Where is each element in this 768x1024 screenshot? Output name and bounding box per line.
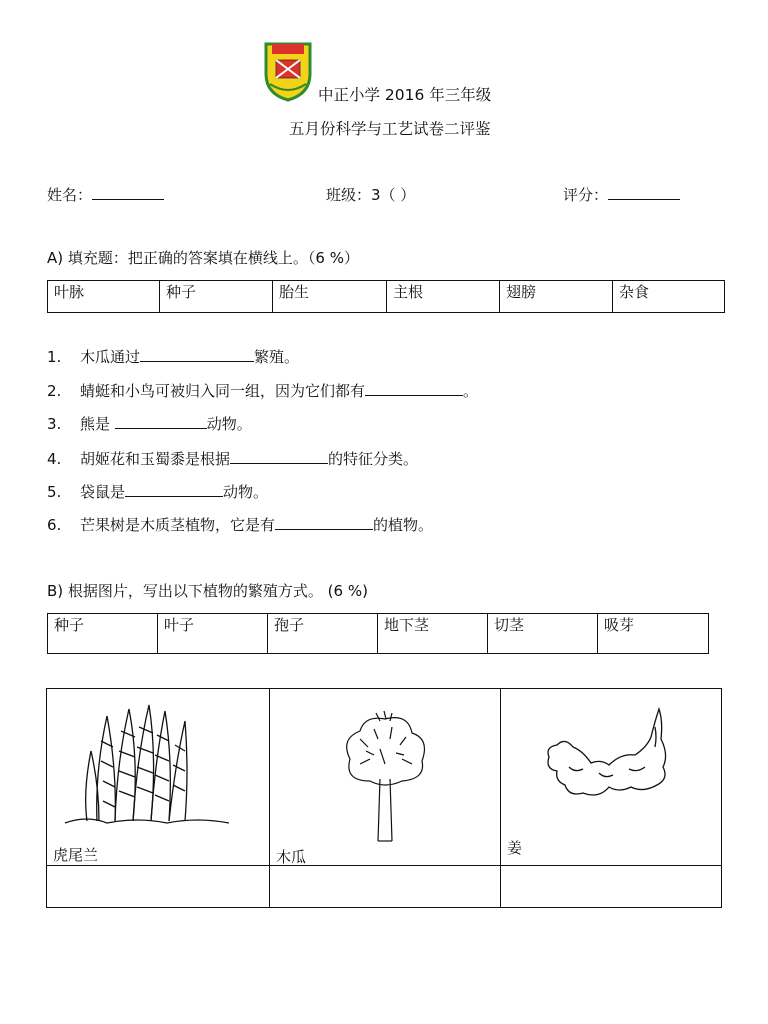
question-number: 3. xyxy=(47,415,62,433)
word-bank-item: 地下茎 xyxy=(378,614,488,654)
snake-plant-icon xyxy=(57,701,257,831)
question-5: 5. 袋鼠是 动物。 xyxy=(47,483,269,501)
word-bank-item: 胎生 xyxy=(273,281,387,313)
question-number: 2. xyxy=(47,382,62,400)
section-a-heading: A) 填充题：把正确的答案填在横线上。（6 %） xyxy=(47,249,359,267)
ginger-root-icon xyxy=(539,707,679,812)
question-2: 2. 蜻蜓和小鸟可被归入同一组，因为它们都有 。 xyxy=(47,382,479,400)
question-number: 4. xyxy=(47,450,62,468)
question-number: 6. xyxy=(47,516,62,534)
word-bank-item: 杂食 xyxy=(613,281,725,313)
answer-blank[interactable] xyxy=(275,515,373,530)
plant-cell-snake-plant xyxy=(47,689,270,866)
question-1: 1. 木瓜通过 繁殖。 xyxy=(47,348,300,366)
score-blank[interactable] xyxy=(608,185,680,200)
plant-label: 姜 xyxy=(507,839,523,857)
question-6: 6. 芒果树是木质茎植物，它是有 的植物。 xyxy=(47,516,434,534)
answer-blank[interactable] xyxy=(140,347,254,362)
section-b-heading: B) 根据图片，写出以下植物的繁殖方式。 (6 %) xyxy=(47,582,368,600)
score-field[interactable] xyxy=(563,184,680,205)
question-4: 4. 胡姬花和玉蜀黍是根据 的特征分类。 xyxy=(47,450,419,468)
plant-cell-papaya xyxy=(270,689,501,866)
answer-blank[interactable] xyxy=(125,482,223,497)
name-field[interactable] xyxy=(47,184,164,205)
word-bank-item: 种子 xyxy=(160,281,273,313)
score-label: 评分： xyxy=(563,186,609,204)
word-bank-item: 种子 xyxy=(48,614,158,654)
word-bank-item: 叶子 xyxy=(158,614,268,654)
school-crest-icon xyxy=(262,40,314,102)
plant-cell-ginger xyxy=(501,689,722,866)
word-bank-item: 孢子 xyxy=(268,614,378,654)
word-bank-item: 吸芽 xyxy=(598,614,709,654)
plant-label: 木瓜 xyxy=(276,848,307,866)
papaya-tree-icon xyxy=(330,709,440,844)
section-b-word-bank xyxy=(47,613,709,654)
exam-title-line2: 五月份科学与工艺试卷二评鉴 xyxy=(289,120,491,138)
section-a-word-bank xyxy=(47,280,725,313)
exam-title-line1: 中正小学 2016 年三年级 xyxy=(318,86,492,104)
name-label: 姓名： xyxy=(47,186,93,204)
answer-blank[interactable] xyxy=(115,414,207,429)
question-number: 5. xyxy=(47,483,62,501)
answer-blank[interactable] xyxy=(230,449,328,464)
answer-cell-ginger[interactable] xyxy=(501,866,722,908)
word-bank-item: 叶脉 xyxy=(48,281,160,313)
school-logo xyxy=(262,40,314,102)
plant-label: 虎尾兰 xyxy=(53,846,99,864)
question-3: 3. 熊是 动物。 xyxy=(47,415,252,433)
word-bank-item: 切茎 xyxy=(488,614,598,654)
answer-cell-papaya[interactable] xyxy=(270,866,501,908)
answer-blank[interactable] xyxy=(365,381,463,396)
answer-cell-snake-plant[interactable] xyxy=(47,866,270,908)
word-bank-item: 翅膀 xyxy=(500,281,613,313)
question-number: 1. xyxy=(47,348,62,366)
word-bank-item: 主根 xyxy=(387,281,500,313)
name-blank[interactable] xyxy=(92,185,164,200)
plant-table xyxy=(46,688,722,908)
class-label[interactable]: 班级：3（ ） xyxy=(326,186,416,204)
